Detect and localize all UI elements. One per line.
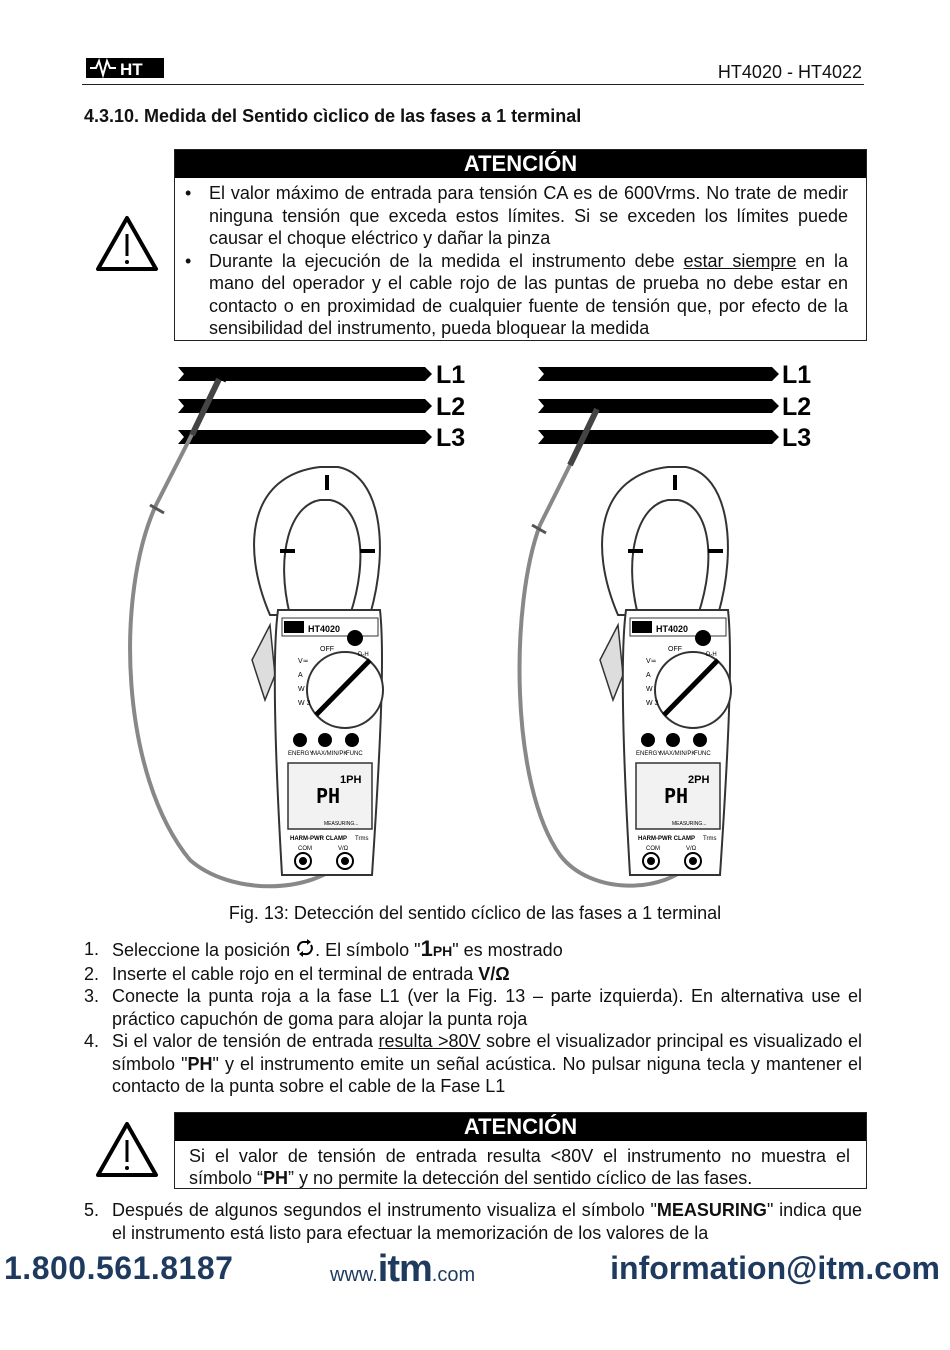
dial-label-w3-right: W 3: [646, 700, 659, 707]
phase-label-l3-left: L3: [436, 424, 466, 452]
ht-logo: [86, 56, 164, 80]
btn-maxmin-right: MAX/MIN/PK: [660, 751, 696, 757]
model-name: HT4020 - HT4022: [717, 62, 862, 82]
step-4: [84, 1030, 862, 1098]
meter-dh-left: D-H: [358, 652, 369, 658]
step-text: " indica que el instrumento está listo para efectuar la memorización de los valores de la: [112, 1200, 862, 1243]
warning-bullet-2: [175, 250, 866, 340]
model-line-right: HARM-PWR CLAMP: [638, 836, 695, 842]
site-logo: itm: [377, 1248, 432, 1290]
step-text: Conecte la punta roja a la fase L1 (ver la Fig. 13 – parte izquierda). En alternativa use el práctico capuchón de goma para alojar la punta roja: [112, 986, 862, 1029]
model-line-left: HARM-PWR CLAMP: [290, 836, 347, 842]
btn-func-left: FUNC: [346, 751, 363, 757]
phase-rotation-icon: [295, 939, 315, 957]
dial-label-w-left: W: [298, 686, 305, 693]
figure-13: [80, 355, 870, 900]
meter-dh-right: D-H: [706, 652, 717, 658]
step-number: 5.: [84, 1200, 100, 1220]
warning-title-2: ATENCIÓN: [175, 1113, 866, 1141]
dial-label-v-right: V≂: [646, 658, 657, 665]
step-bold: MEASURING: [656, 1200, 767, 1220]
bullet2-rest: en la mano del operador y el cable rojo de las puntas de prueba no debe estar en contacto o en proximidad de cualquier fuente de tensión que, por efecto de la sensibilidad del instrumento, pueda bloquear la medida: [209, 250, 848, 338]
section-title: 4.3.10. Medida del Sentido cìclico de las fases a 1 terminal: [84, 106, 582, 126]
warning-list: [175, 182, 866, 340]
step-underline: resulta >80V: [378, 1031, 481, 1051]
lcd-ph-left: PH: [316, 784, 341, 808]
phase-label-l1-left: L1: [436, 361, 466, 389]
step-text: " es mostrado: [452, 940, 563, 960]
warning2-text-c: ” y no permite la detección del sentido cíclico de las fases.: [288, 1168, 753, 1188]
com-left: COM: [298, 846, 312, 852]
vo-left: V/Ω: [338, 846, 349, 852]
warning-triangle-icon-2: [95, 1120, 159, 1178]
phase-cables-right: [538, 367, 779, 444]
warning-triangle-icon: [95, 214, 159, 272]
warning-text-2: [175, 1141, 866, 1189]
step-text: . El símbolo ": [315, 940, 421, 960]
step-text: Inserte el cable rojo en el terminal de entrada: [112, 963, 479, 984]
step-number: 4.: [84, 1031, 100, 1051]
trms-right: Trms: [703, 836, 717, 842]
clamp-meter-left: [252, 467, 383, 875]
step-symbol-ph: PH: [432, 943, 453, 959]
lcd-ph-right: PH: [664, 784, 689, 808]
warning-box: [174, 149, 867, 341]
step-number: 2.: [84, 963, 100, 984]
meter-off-left: OFF: [320, 646, 334, 653]
lcd-indicator-left: 1PH: [340, 774, 362, 786]
phase-label-l1-right: L1: [782, 361, 812, 389]
dial-label-w-right: W: [646, 686, 653, 693]
step-2: [84, 963, 862, 986]
btn-maxmin-left: MAX/MIN/PK: [312, 751, 348, 757]
warning-bullet-1: • El valor máximo de entrada para tensión CA es de 600Vrms. No trate de medir ninguna tensión que exceda estos límites. Si se exceden los límites puede causar el choque eléctrico y dañar la pinza: [175, 182, 866, 250]
com-right: COM: [646, 846, 660, 852]
step-text: Seleccione la posición: [112, 940, 296, 960]
step-bold: PH: [187, 1053, 213, 1074]
btn-energy-right: ENERGY: [636, 751, 662, 757]
meter-off-right: OFF: [668, 646, 682, 653]
clamp-meter-right: [600, 467, 731, 875]
logo-text: HT: [120, 60, 143, 79]
footer-phone[interactable]: 1.800.561.8187: [4, 1250, 234, 1286]
step-symbol-1: 1: [420, 936, 433, 961]
bullet2-text: Durante la ejecución de la medida el instrumento debe: [209, 250, 684, 271]
dial-label-v-left: V≂: [298, 658, 309, 665]
step-number: 1.: [84, 939, 100, 959]
btn-func-right: FUNC: [694, 751, 711, 757]
dial-label-w3-left: W 3: [298, 700, 311, 707]
site-suffix: .com: [431, 1264, 476, 1286]
site-prefix: www.: [330, 1264, 378, 1286]
phase-label-l3-right: L3: [782, 424, 812, 452]
figure-caption: Fig. 13: Detección del sentido cíclico de las fases a 1 terminal: [228, 903, 722, 923]
steps-list: [84, 938, 862, 1098]
step-number: 3.: [84, 986, 100, 1006]
step-text: sobre el visualizador principal es visualizado el símbolo ": [112, 1031, 862, 1074]
steps-list-continued: [84, 1199, 862, 1244]
header-divider: [82, 84, 864, 85]
dial-label-a-left: A: [298, 672, 303, 679]
vo-right: V/Ω: [686, 846, 697, 852]
step-5: [84, 1199, 862, 1244]
footer-website[interactable]: [330, 1248, 475, 1291]
step-3: [84, 985, 862, 1030]
footer-email[interactable]: information@itm.com: [610, 1250, 940, 1286]
warning2-bold: PH: [263, 1168, 289, 1188]
step-1: [84, 938, 862, 963]
lcd-measuring-right: MEASURING...: [672, 821, 707, 827]
warning2-text-a: Si el valor de tensión de entrada resulta <80V el instrumento no muestra el símbolo “: [189, 1146, 850, 1188]
step-bold: V/Ω: [478, 963, 510, 984]
step-text: Si el valor de tensión de entrada: [112, 1031, 379, 1051]
warning-box-2: [174, 1112, 867, 1189]
meter-brand-left: HT4020: [308, 624, 341, 634]
warning-title: ATENCIÓN: [175, 150, 866, 178]
lcd-measuring-left: MEASURING...: [324, 821, 359, 827]
bullet2-underline: estar siempre: [683, 250, 797, 271]
step-text: " y el instrumento emite un señal acústica. No pulsar niguna tecla y mantener el contacto de la punta sobre el cable de la Fase L1: [112, 1053, 862, 1096]
step-text: Después de algunos segundos el instrumento visualiza el símbolo ": [112, 1200, 657, 1220]
meter-brand-right: HT4020: [656, 624, 689, 634]
phase-label-l2-right: L2: [782, 393, 812, 421]
lcd-indicator-right: 2PH: [688, 774, 710, 786]
phase-label-l2-left: L2: [436, 393, 466, 421]
btn-energy-left: ENERGY: [288, 751, 314, 757]
trms-left: Trms: [355, 836, 369, 842]
dial-label-a-right: A: [646, 672, 651, 679]
